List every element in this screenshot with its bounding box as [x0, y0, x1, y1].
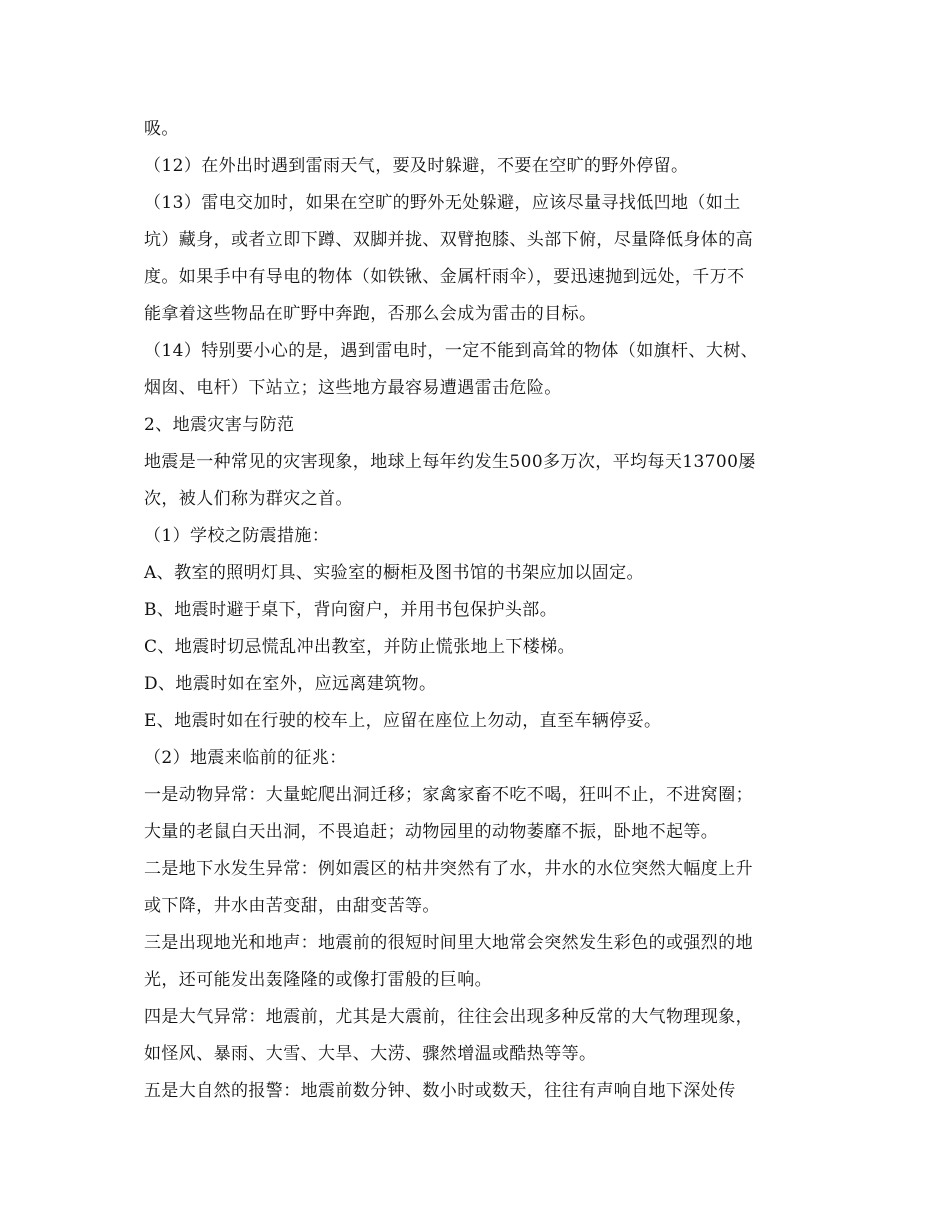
- list-item: A、教室的照明灯具、实验室的橱柜及图书馆的书架应加以固定。: [144, 563, 644, 583]
- text-line: 次，被人们称为群灾之首。: [144, 489, 353, 509]
- text-line: 吸。: [144, 119, 179, 139]
- text-line: 地震是一种常见的灾害现象，地球上每年约发生500多万次，平均每天13700屡: [144, 452, 756, 472]
- text-line: 大量的老鼠白天出洞，不畏追赶；动物园里的动物萎靡不振，卧地不起等。: [144, 822, 719, 842]
- text-line: （14）特别要小心的是，遇到雷电时，一定不能到高耸的物体（如旗杆、大树、: [144, 341, 759, 361]
- subsection-heading: （2）地震来临前的征兆：: [144, 748, 347, 768]
- text-line: 坑）藏身，或者立即下蹲、双脚并拢、双臂抱膝、头部下俯，尽量降低身体的高: [144, 230, 753, 250]
- text-line: 光，还可能发出轰隆隆的或像打雷般的巨响。: [144, 970, 492, 990]
- text-line: 如怪风、暴雨、大雪、大旱、大涝、骤然增温或酷热等等。: [144, 1044, 597, 1064]
- subsection-heading: （1）学校之防震措施：: [144, 526, 330, 546]
- list-item: E、地震时如在行驶的校车上，应留在座位上勿动，直至车辆停妥。: [144, 711, 662, 731]
- text-line: 度。如果手中有导电的物体（如铁锹、金属杆雨伞），要迅速抛到远处，千万不: [144, 267, 745, 287]
- text-line: 或下降，井水由苦变甜，由甜变苦等。: [144, 896, 440, 916]
- text-line: 一是动物异常：大量蛇爬出洞迁移；家禽家畜不吃不喝，狂叫不止，不进窝圈；: [144, 785, 753, 805]
- text-line: （13）雷电交加时，如果在空旷的野外无处躲避，应该尽量寻找低凹地（如土: [144, 193, 741, 213]
- text-line: 二是地下水发生异常：例如震区的枯井突然有了水，井水的水位突然大幅度上升: [144, 859, 753, 879]
- text-line: 能拿着这些物品在旷野中奔跑，否那么会成为雷击的目标。: [144, 304, 597, 324]
- text-line: 烟囱、电杆）下站立；这些地方最容易遭遇雷击危险。: [144, 378, 562, 398]
- text-line: 四是大气异常：地震前，尤其是大震前，往往会出现多种反常的大气物理现象，: [144, 1007, 753, 1027]
- text-line: （12）在外出时遇到雷雨天气，要及时躲避，不要在空旷的野外停留。: [144, 156, 689, 176]
- list-item: C、地震时切忌慌乱冲出教室，并防止慌张地上下楼梯。: [144, 637, 576, 657]
- list-item: D、地震时如在室外，应远离建筑物。: [144, 674, 437, 694]
- list-item: B、地震时避于桌下，背向窗户，并用书包保护头部。: [144, 600, 558, 620]
- text-line: 三是出现地光和地声：地震前的很短时间里大地常会突然发生彩色的或强烈的地: [144, 933, 753, 953]
- text-line: 五是大自然的报警：地震前数分钟、数小时或数天，往往有声响自地下深处传: [144, 1081, 736, 1101]
- section-heading: 2、地震灾害与防范: [144, 415, 295, 435]
